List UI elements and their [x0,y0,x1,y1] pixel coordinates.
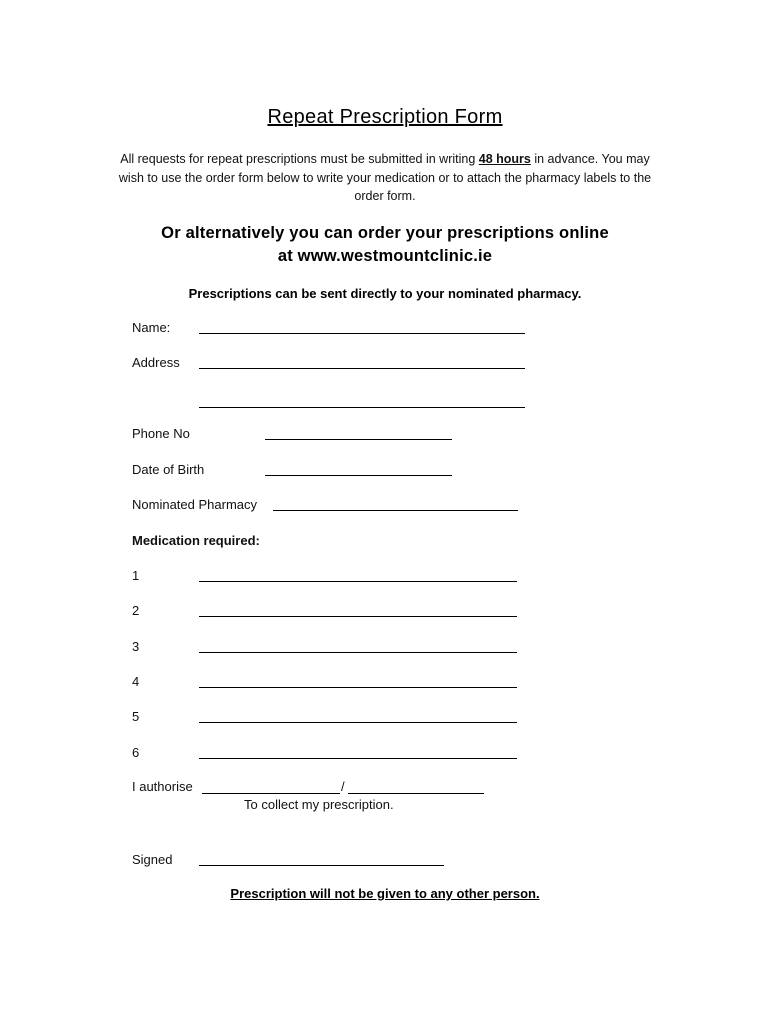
medication-field-1[interactable] [199,581,517,582]
dob-field[interactable] [265,475,452,476]
authorise-label: I authorise [132,779,193,794]
signature-field[interactable] [199,865,444,866]
footer-warning: Prescription will not be given to any other person. [230,886,540,901]
online-order-note [60,222,710,268]
medication-number: 3 [132,639,140,654]
name-field[interactable] [199,333,525,334]
medication-number: 1 [132,568,140,583]
address-label: Address [132,355,180,370]
authorise-separator: / [341,779,345,794]
authorise-name-field[interactable] [202,793,340,794]
signed-label: Signed [132,852,173,867]
dob-label: Date of Birth [132,462,205,477]
form-title: Repeat Prescription Form [267,106,503,128]
authorise-relation-field[interactable] [348,793,484,794]
pharmacy-field[interactable] [273,510,518,511]
medication-field-4[interactable] [199,687,517,688]
intro-text-start: All requests for repeat prescriptions must be submitted in writing [120,152,479,166]
medication-field-6[interactable] [199,758,517,759]
medication-number: 5 [132,709,140,724]
medication-number: 4 [132,674,140,689]
pharmacy-label: Nominated Pharmacy [132,497,257,512]
medication-number: 6 [132,745,140,760]
intro-text [110,150,660,206]
medication-field-5[interactable] [199,722,517,723]
name-label: Name: [132,320,171,335]
intro-highlight: 48 hours [478,152,531,166]
authorise-sub-text: To collect my prescription. [244,797,394,812]
phone-field[interactable] [265,439,452,440]
address-field-line2[interactable] [199,407,525,408]
medication-number: 2 [132,603,140,618]
direct-pharmacy-note: Prescriptions can be sent directly to your nominated pharmacy. [188,286,582,301]
address-field-line1[interactable] [199,368,525,369]
phone-label: Phone No [132,426,190,441]
online-order-line2: at www.westmountclinic.ie [277,247,493,265]
intro-text-end: in advance. You may wish to use the order form below to write your medication or to attach the pharmacy labels to the order form. [118,152,652,203]
medication-heading: Medication required: [132,533,260,548]
medication-field-3[interactable] [199,652,517,653]
medication-field-2[interactable] [199,616,517,617]
online-order-line1: Or alternatively you can order your prescriptions online [161,224,609,242]
